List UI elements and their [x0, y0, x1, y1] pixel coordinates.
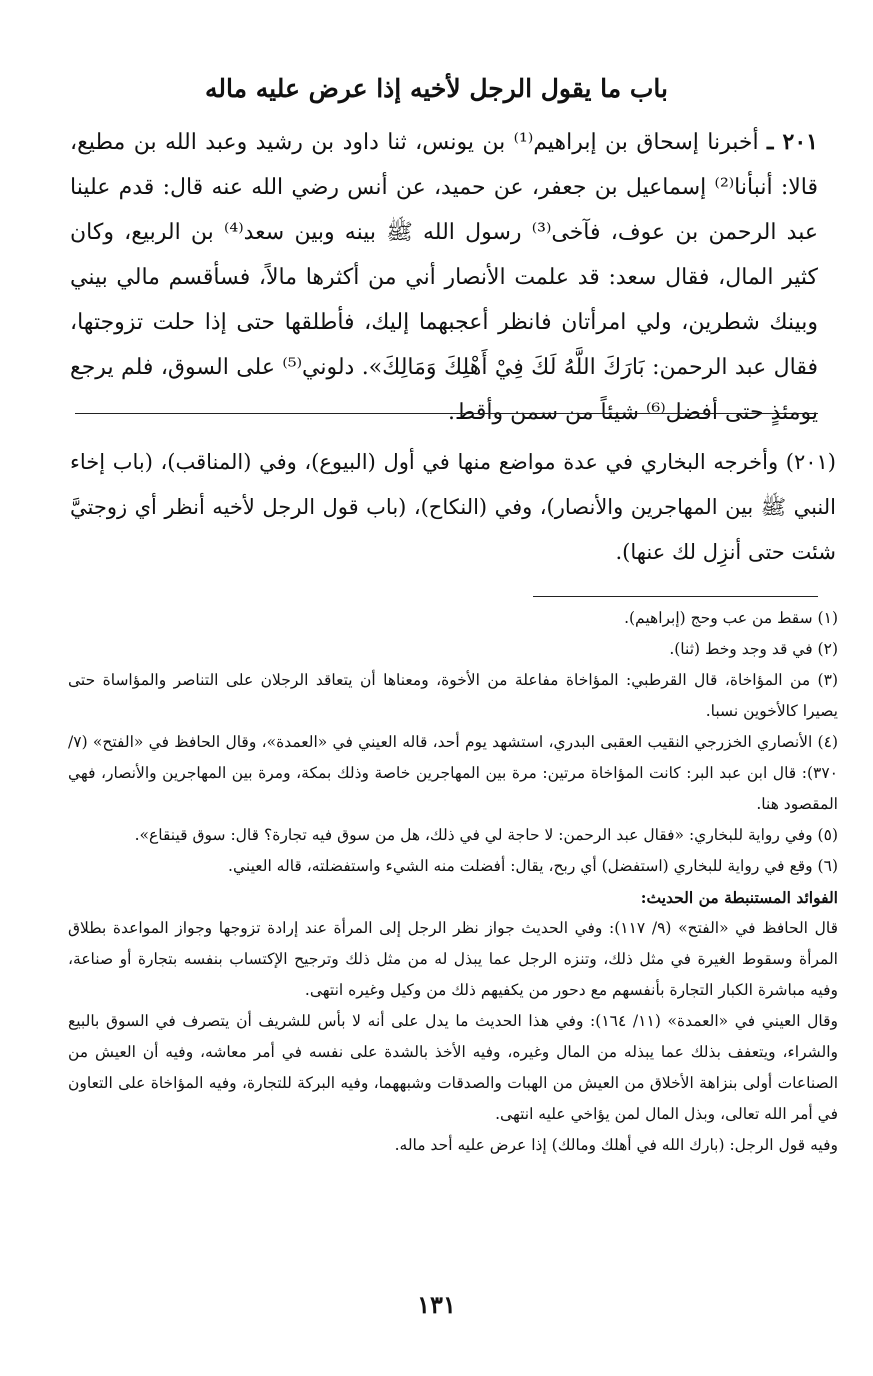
- footnote-4: (٤) الأنصاري الخزرجي النقيب العقبى البدري، استشهد يوم أحد، قاله العيني في «العمدة»، وقال الحافظ في «الفتح» (٧/ ٣٧٠): قال ابن عبد البر: كانت المؤاخاة مرتين: مرة بين المهاجرين خاصة وذلك بمكة، ومرة بين المهاجرين والأنصار، فهي المقصود هنا.: [68, 733, 838, 813]
- takhrij-note: (٢٠١) وأخرجه البخاري في عدة مواضع منها في أول (البيوع)، وفي (المناقب)، (باب إخاء النبي ﷺ بين المهاجرين والأنصار)، وفي (النكاح)، (باب قول الرجل لأخيه أنظر أي زوجتيَّ شئت حتى أنزِل لك عنها).: [70, 450, 836, 564]
- fawaid-paragraph-1: قال الحافظ في «الفتح» (٩/ ١١٧): وفي الحديث جواز نظر الرجل إلى المرأة عند إرادة تزوجها وجواز المواعدة بطلاق المرأة وسقوط الغيرة في مثل ذلك، وتنزه الرجل عما يبذل له من مثل ذلك وترجيح الإكتساب بنفسه بتجارة أو صناعة، وفيه مباشرة الكبار التجارة بأنفسهم مع دحور من يكفيهم ذلك من وكيل وغيره انتهى.: [68, 919, 838, 999]
- main-divider: [75, 413, 818, 414]
- fawaid-paragraph-2: وقال العيني في «العمدة» (١١/ ١٦٤): وفي هذا الحديث ما يدل على أنه لا بأس للشريف أن يتصرف في السوق بالبيع والشراء، ويتعفف بذلك عما يبذله من المال وغيره، وفيه الأخذ بالشدة على نفسه في أمر معاشه، وفيه أن العيش من الصناعات أولى بنزاهة الأخلاق من العيش من الهبات والصدقات وشبههما، وفيه البركة للتجارة، وفيه المؤاخاة على التعاون في أمر الله تعالى، وبذل المال لمن يؤاخي عليه انتهى.: [68, 1012, 838, 1123]
- hadith-text-block: [70, 120, 818, 435]
- footnote-5: (٥) وفي رواية للبخاري: «فقال عبد الرحمن: لا حاجة لي في ذلك، هل من سوق فيه تجارة؟ قال: سوق قينقاع».: [134, 826, 838, 844]
- chapter-heading: باب ما يقول الرجل لأخيه إذا عرض عليه ماله: [205, 74, 668, 103]
- hadith-number: ٢٠١ ـ: [767, 129, 818, 155]
- fawaid-paragraph-3: وفيه قول الرجل: (بارك الله في أهلك ومالك) إذا عرض عليه أحد ماله.: [394, 1136, 838, 1154]
- footnote-1: (١) سقط من عب وحج (إبراهيم).: [624, 609, 838, 627]
- footnotes-section: [68, 603, 838, 1161]
- footnote-2: (٢) في قد وجد وخط (ثنا).: [669, 640, 838, 658]
- footnote-6: (٦) وقع في رواية للبخاري (استفضل) أي ربح، يقال: أفضلت منه الشيء واستفضلته، قاله العيني.: [228, 857, 838, 875]
- hadith-text: أخبرنا إسحاق بن إبراهيم⁽¹⁾ بن يونس، ثنا داود بن رشيد وعبد الله بن مطيع، قالا: أنبأنا⁽²⁾ إسماعيل بن جعفر، عن حميد، عن أنس رضي الله عنه قال: قدم علينا عبد الرحمن بن عوف، فآخى⁽³⁾ رسول الله ﷺ بينه وبين سعد⁽⁴⁾ بن الربيع، وكان كثير المال، فقال سعد: قد علمت الأنصار أني من أكثرها مالاً، فسأقسم مالي بيني وبينك شطرين، ولي امرأتان فانظر أعجبهما إليك، فأطلقها حتى إذا حلت تزوجتها، فقال عبد الرحمن: بَارَكَ اللَّهُ لَكَ فِيْ أَهْلِكَ وَمَالِكَ». دلوني⁽⁵⁾ على السوق، فلم يرجع يومئذٍ حتى أفضل⁽⁶⁾ شيئاً من سمن وأقط.: [70, 130, 819, 425]
- fawaid-heading: الفوائد المستنبطة من الحديث:: [640, 888, 838, 907]
- footnote-3: (٣) من المؤاخاة، قال القرطبي: المؤاخاة مفاعلة من الأخوة، ومعناها أن يتعاقد الرجلان على التناصر والمؤاساة حتى يصيرا كالأخوين نسبا.: [68, 671, 838, 720]
- footnote-divider: [533, 596, 818, 597]
- page-number: ١٣١: [417, 1290, 456, 1319]
